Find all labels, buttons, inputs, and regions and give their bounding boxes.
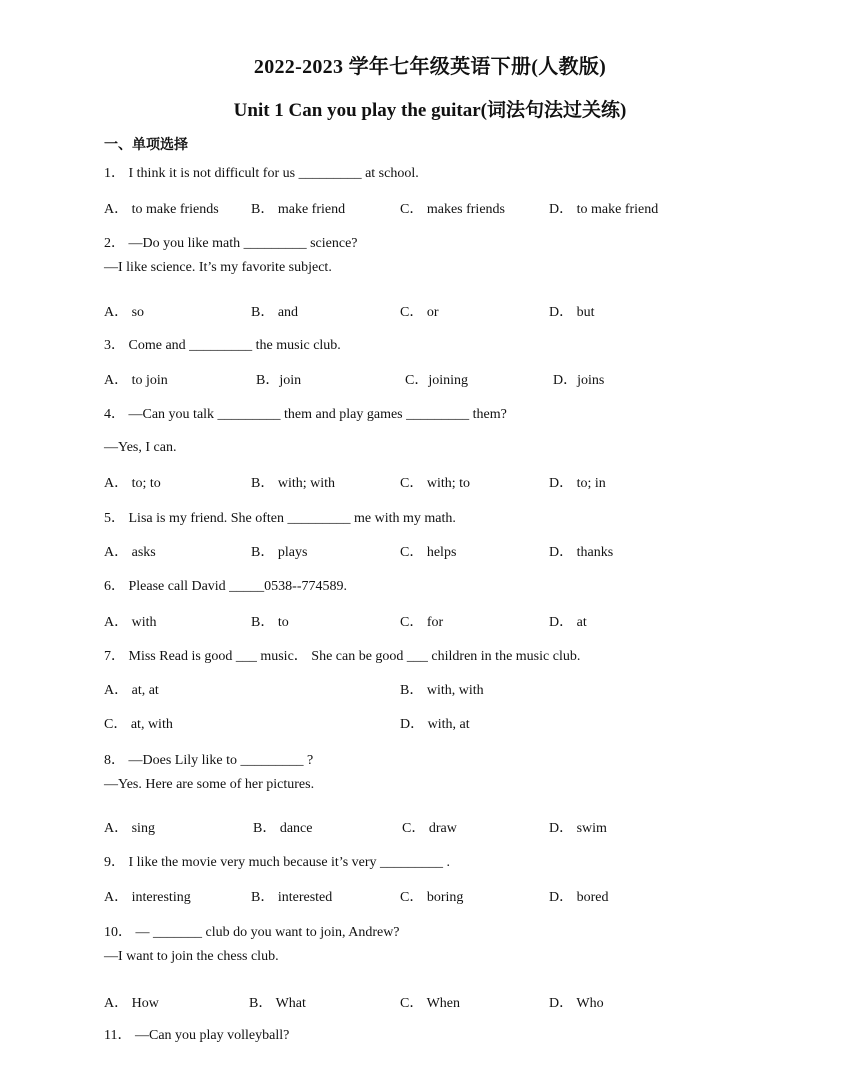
question-7-option-c: C． at, with <box>104 717 173 732</box>
question-6-option-d: D． at <box>549 615 587 630</box>
question-7-option-a: A． at, at <box>104 683 159 698</box>
question-4-option-a: A． to; to <box>104 476 161 491</box>
question-8-option-d: D． swim <box>549 821 607 836</box>
question-2-option-d: D． but <box>549 305 595 320</box>
question-1-option-c: C． makes friends <box>400 202 505 217</box>
question-3-prompt: 3． Come and _________ the music club. <box>104 338 341 353</box>
question-10-prompt: 10． — _______ club do you want to join, Andrew? <box>104 925 400 940</box>
question-7-option-d: D． with, at <box>400 717 470 732</box>
question-9-option-b: B． interested <box>251 890 333 905</box>
question-3-option-a: A． to join <box>104 373 168 388</box>
question-4-option-b: B． with; with <box>251 476 336 491</box>
question-7-prompt: 7． Miss Read is good ___ music． She can be good ___ children in the music club. <box>104 649 581 664</box>
question-6-option-a: A． with <box>104 615 157 630</box>
question-4-prompt: 4． —Can you talk _________ them and play games _________ them? <box>104 407 507 422</box>
question-6-prompt: 6． Please call David _____0538--774589. <box>104 579 348 594</box>
question-5-option-d: D． thanks <box>549 545 614 560</box>
question-3-option-b: B．join <box>256 373 302 388</box>
question-1-option-d: D． to make friend <box>549 202 659 217</box>
question-2-option-b: B． and <box>251 305 299 320</box>
section-heading: 一、单项选择 <box>104 137 188 153</box>
question-1-option-b: B． make friend <box>251 202 346 217</box>
question-10-option-b: B． What <box>249 996 306 1011</box>
question-2-reply: —I like science. It’s my favorite subject. <box>104 260 332 275</box>
question-8-reply: —Yes. Here are some of her pictures. <box>104 777 315 792</box>
question-9-option-a: A． interesting <box>104 890 191 905</box>
document-title: 2022-2023 学年七年级英语下册(人教版) <box>253 56 607 78</box>
question-10-option-c: C． When <box>400 996 461 1011</box>
question-8-option-c: C． draw <box>402 821 457 836</box>
question-9-option-d: D． bored <box>549 890 609 905</box>
question-10-option-d: D． Who <box>549 996 604 1011</box>
question-3-option-c: C．joining <box>405 373 469 388</box>
question-2-option-a: A． so <box>104 305 145 320</box>
question-8-option-b: B． dance <box>253 821 313 836</box>
question-3-option-d: D．joins <box>553 373 605 388</box>
question-10-reply: —I want to join the chess club. <box>104 949 279 964</box>
question-2-option-c: C． or <box>400 305 439 320</box>
document-subtitle: Unit 1 Can you play the guitar(词法句法过关练) <box>233 100 627 121</box>
question-1-prompt: 1． I think it is not difficult for us _________ at school. <box>104 166 419 181</box>
question-11-prompt: 11． —Can you play volleyball? <box>104 1028 290 1043</box>
question-7-option-b: B． with, with <box>400 683 484 698</box>
question-9-prompt: 9． I like the movie very much because it’s very _________ . <box>104 855 451 870</box>
question-4-reply: —Yes, I can. <box>104 440 177 455</box>
question-4-option-c: C． with; to <box>400 476 471 491</box>
question-6-option-b: B． to <box>251 615 289 630</box>
question-5-option-a: A． asks <box>104 545 156 560</box>
question-8-prompt: 8． —Does Lily like to _________ ? <box>104 753 314 768</box>
question-4-option-d: D． to; in <box>549 476 606 491</box>
question-1-option-a: A． to make friends <box>104 202 219 217</box>
question-9-option-c: C． boring <box>400 890 464 905</box>
question-5-option-b: B． plays <box>251 545 308 560</box>
question-5-option-c: C． helps <box>400 545 457 560</box>
question-5-prompt: 5． Lisa is my friend. She often _________ me with my math. <box>104 511 456 526</box>
question-8-option-a: A． sing <box>104 821 155 836</box>
question-2-prompt: 2． —Do you like math _________ science? <box>104 236 358 251</box>
question-10-option-a: A． How <box>104 996 159 1011</box>
question-6-option-c: C． for <box>400 615 444 630</box>
